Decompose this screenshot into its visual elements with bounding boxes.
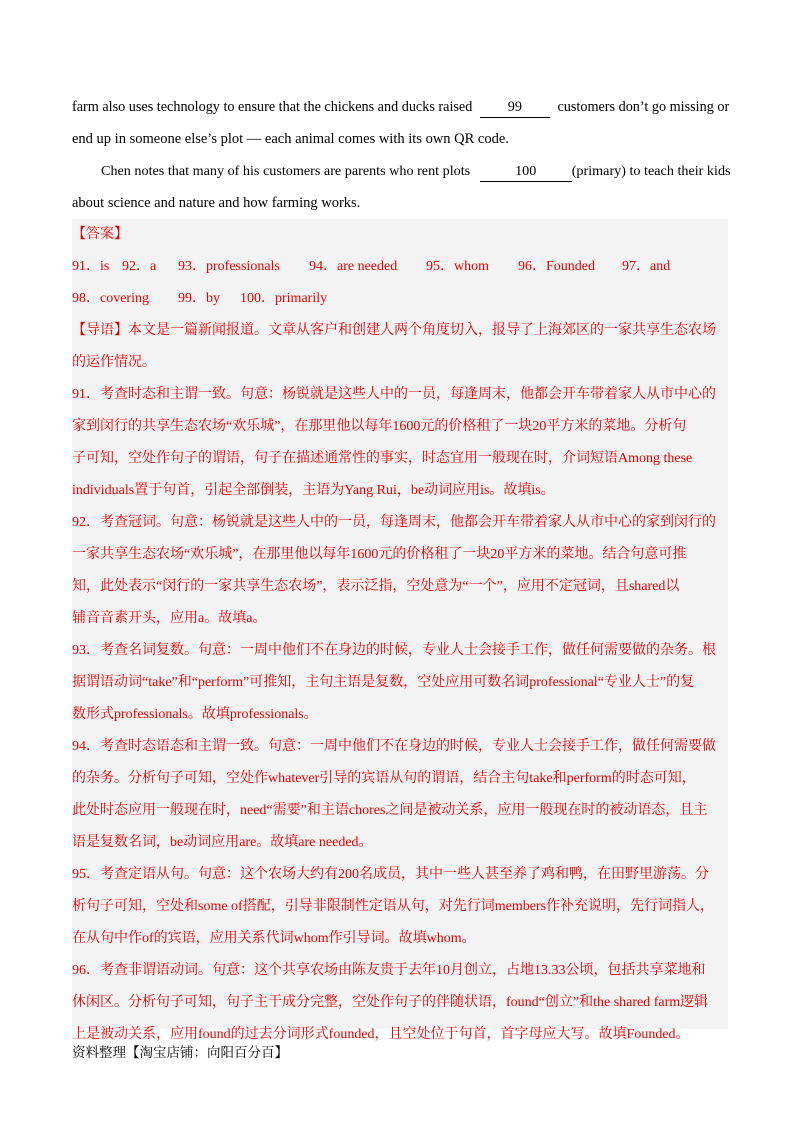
explanation-line: 知，此处表示“闵行的一家共享生态农场”，表示泛指，空处意为“一个”，应用不定冠词，且shared以 (72, 579, 680, 594)
answer-98: 98．covering (72, 291, 149, 306)
explanation-line: 的杂务。分析句子可知，空处作whatever引导的宾语从句的谓语，结合主句take和perform的时态可知， (72, 771, 696, 786)
explanation-line: 语是复数名词，be动词应用are。故填are needed。 (72, 835, 373, 850)
explanation-line: 据谓语动词“take”和“perform”可推知，主句主语是复数，空处应用可数名词professional“专业人士”的复 (72, 675, 695, 690)
answer-95: 95．whom (426, 259, 489, 274)
explanation-line: 95．考查定语从句。句意：这个农场大约有200名成员，其中一些人甚至养了鸡和鸭，在田野里游荡。分 (72, 867, 709, 882)
explanation-line: 析句子可知，空处和some of搭配，引导非限制性定语从句，对先行词members作补充说明，先行词指人， (72, 899, 715, 914)
answer-100: 100．primarily (240, 291, 328, 306)
answer-93: 93．professionals (178, 259, 280, 274)
explanation-line: 在从句中作of的宾语，应用关系代词whom作引导词。故填whom。 (72, 931, 476, 946)
blank-99: 99 (480, 97, 550, 118)
explanation-line: 92．考查冠词。句意：杨锐就是这些人中的一员，每逢周末，他都会开车带着家人从市中心的家到闵行的 (72, 515, 716, 530)
explanation-line: 【导语】本文是一篇新闻报道。文章从客户和创建人两个角度切入，报导了上海郊区的一家共享生态农场 (72, 323, 716, 338)
answer-section (72, 219, 728, 1042)
explanation-line: 数形式professionals。故填professionals。 (72, 707, 318, 722)
answer-header: 【答案】 (72, 227, 128, 242)
passage-line-2: end up in someone else’s plot — each animal comes with its own QR code. (72, 131, 509, 147)
explanation-line: 子可知，空处作句子的谓语，句子在描述通常性的事实，时态宜用一般现在时，介词短语Among these (72, 451, 693, 466)
page-footer: 资料整理【淘宝店铺：向阳百分百】 (72, 1045, 288, 1060)
answer-96: 96．Founded (518, 259, 595, 274)
passage-text-segment: Chen notes that many of his customers are parents who rent plots (101, 163, 471, 179)
answer-91: 91．is (72, 259, 110, 274)
passage-text (72, 91, 731, 219)
passage-text-segment: (primary) to teach their kids (571, 163, 731, 179)
passage-text-segment: customers don’t go missing or (557, 99, 730, 115)
explanation-line: 辅音音素开头，应用a。故填a。 (72, 611, 267, 626)
explanation-line: individuals置于句首，引起全部倒装，主语为Yang Rui，be动词应用is。故填is。 (72, 483, 555, 498)
passage-line-1 (72, 91, 728, 123)
answer-99: 99．by (178, 291, 220, 306)
answer-row-2 (72, 283, 728, 315)
explanation-line: 94．考查时态语态和主谓一致。句意：一周中他们不在身边的时候，专业人士会接手工作，做任何需要做 (72, 739, 716, 754)
blank-100: 100 (480, 161, 572, 182)
explanation-line: 休闲区。分析句子可知，句子主干成分完整，空处作句子的伴随状语，found“创立”和the shared farm逻辑 (72, 995, 709, 1010)
answer-92: 92．a (122, 259, 157, 274)
answer-row-1 (72, 251, 728, 283)
explanation-line: 上是被动关系，应用found的过去分词形式founded，且空处位于句首，首字母应大写。故填Founded。 (72, 1027, 690, 1042)
passage-line-3 (72, 155, 731, 187)
passage-text-segment: farm also uses technology to ensure that the chickens and ducks raised (72, 99, 473, 115)
explanation-line: 家到闵行的共享生态农场“欢乐城”，在那里他以每年1600元的价格租了一块20平方米的菜地。分析句 (72, 419, 687, 434)
explanation-line: 93．考查名词复数。句意：一周中他们不在身边的时候，专业人士会接手工作，做任何需要做的杂务。根 (72, 643, 716, 658)
explanation-line: 一家共享生态农场“欢乐城”，在那里他以每年1600元的价格租了一块20平方米的菜地。结合句意可推 (72, 547, 687, 562)
explanation-line: 91．考查时态和主谓一致。句意：杨锐就是这些人中的一员，每逢周末，他都会开车带着家人从市中心的 (72, 387, 716, 402)
explanation-line: 96．考查非谓语动词。句意：这个共享农场由陈友贵于去年10月创立，占地13.33公顷，包括共享菜地和 (72, 963, 706, 978)
explanation-line: 的运作情况。 (72, 355, 156, 370)
passage-line-4: about science and nature and how farming works. (72, 195, 361, 211)
answer-94: 94．are needed (309, 259, 398, 274)
explanation-line: 此处时态应用一般现在时，need“需要”和主语chores之间是被动关系，应用一般现在时的被动语态，且主 (72, 803, 708, 818)
answer-97: 97．and (622, 259, 671, 274)
